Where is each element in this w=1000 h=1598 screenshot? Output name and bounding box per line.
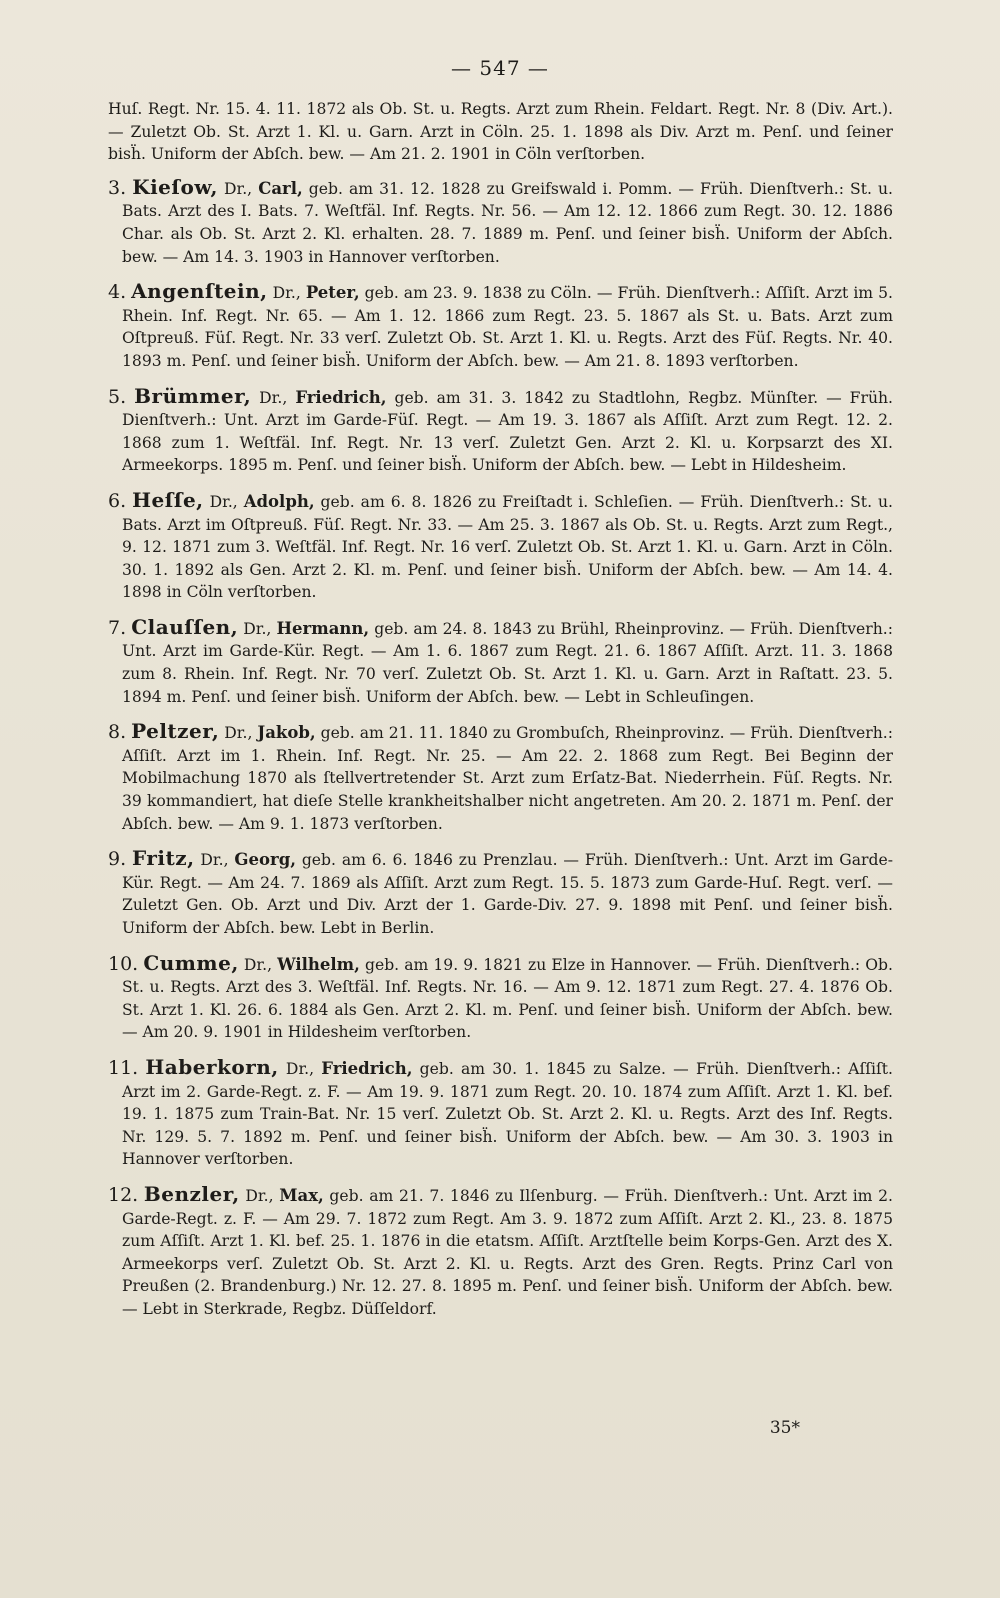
entry-paragraph bbox=[108, 176, 893, 268]
entry-surname: Heſſe, bbox=[132, 487, 204, 512]
entry-text: geb. am 31. 12. 1828 zu Greifswald i. Pomm. — Früh. Dienſtverh.: St. u. Bats. Arzt des I. Bats. 7. Weſtfäl. Inf. Regts. Nr. 56. — Am 12. 12. 1866 zum Regt. 30. 12. 1886 Char. als Ob. St. Arzt 2. Kl. erhalten. 28. 7. 1889 m. Penſ. und ſeiner bisḧ. Uniform der Abſch. bew. — Am 14. 3. 1903 in Hannover verſtorben. bbox=[122, 179, 893, 266]
entry-surname: Benzler, bbox=[143, 1181, 240, 1206]
entry-text: geb. am 30. 1. 1845 zu Salze. — Früh. Dienſtverh.: Aſſiſt. Arzt im 2. Garde-Regt. z. F. — Am 19. 9. 1871 zum Regt. 20. 10. 1874 zum Aſſiſt. Arzt 1. Kl. bef. 19. 1. 1875 zum Train-Bat. Nr. 15 verſ. Zuletzt Ob. St. Arzt 2. Kl. u. Regts. Arzt des Inf. Regts. Nr. 129. 5. 7. 1892 m. Penſ. und ſeiner bisḧ. Uniform der Abſch. bew. — Am 30. 3. 1903 in Hannover verſtorben. bbox=[122, 1059, 893, 1169]
entry-surname: Kieſow, bbox=[132, 174, 218, 199]
entry-text: geb. am 6. 6. 1846 zu Prenzlau. — Früh. Dienſtverh.: Unt. Arzt im Garde-Kür. Regt. — Am 24. 7. 1869 als Aſſiſt. Arzt zum Regt. 15. 5. 1873 zum Garde-Huſ. Regt. verſ. — Zuletzt Gen. Ob. Arzt und Div. Arzt der 1. Garde-Div. 27. 9. 1898 mit Penſ. und ſeiner bisḧ. Uniform der Abſch. bew. Lebt in Berlin. bbox=[122, 851, 893, 937]
page-number: — 547 — bbox=[451, 56, 549, 80]
entry-title: Dr., bbox=[203, 492, 244, 511]
entry-title: Dr., bbox=[238, 619, 277, 638]
entry-surname: Brümmer, bbox=[134, 383, 252, 408]
page-body bbox=[108, 98, 893, 1333]
entry-number: 9. bbox=[108, 848, 127, 871]
entry-number: 5. bbox=[108, 385, 127, 408]
entry-given-name: Hermann, bbox=[276, 618, 370, 638]
entry-given-name: Adolph, bbox=[243, 491, 315, 511]
entry-paragraph bbox=[108, 280, 893, 372]
entry-paragraph bbox=[108, 489, 893, 604]
entry-paragraph bbox=[108, 720, 893, 835]
entry-number: 10. bbox=[108, 952, 139, 975]
entry-surname: Fritz, bbox=[132, 846, 195, 871]
entry-title: Dr., bbox=[239, 1186, 280, 1205]
entry-surname: Clauſſen, bbox=[131, 614, 239, 639]
entry-paragraph bbox=[108, 1056, 893, 1171]
entry-text: geb. am 6. 8. 1826 zu Freiſtadt i. Schleſien. — Früh. Dienſtverh.: St. u. Bats. Arzt im Oſtpreuß. Füſ. Regt. Nr. 33. — Am 25. 3. 1867 als Ob. St. u. Regts. Arzt zum Regt., 9. 12. 1871 zum 3. Weſtfäl. Inf. Regt. Nr. 16 verſ. Zuletzt Ob. St. Arzt 1. Kl. u. Garn. Arzt in Cöln. 30. 1. 1892 als Gen. Arzt 2. Kl. m. Penſ. und ſeiner bisḧ. Uniform der Abſch. bew. — Am 14. 4. 1898 in Cöln verſtorben. bbox=[122, 492, 893, 602]
entry-number: 12. bbox=[108, 1183, 139, 1206]
entry-surname: Peltzer, bbox=[131, 719, 220, 744]
entry-title: Dr., bbox=[267, 284, 306, 303]
entry-paragraph bbox=[108, 1183, 893, 1321]
entry-title: Dr., bbox=[238, 955, 278, 974]
entry-text: geb. am 31. 3. 1842 zu Stadtlohn, Regbz. Münſter. — Früh. Dienſtverh.: Unt. Arzt im Garde-Füſ. Regt. — Am 19. 3. 1867 als Aſſiſt. Arzt zum Regt. 12. 2. 1868 zum 1. Weſtfäl. Inf. Regt. Nr. 13 verſ. Zuletzt Gen. Arzt 2. Kl. u. Korpsarzt des XI. Armeekorps. 1895 m. Penſ. und ſeiner bisḧ. Uniform der Abſch. bew. — Lebt in Hildesheim. bbox=[122, 388, 893, 475]
entry-title: Dr., bbox=[219, 724, 258, 743]
entry-given-name: Friedrich, bbox=[321, 1058, 413, 1078]
entry-given-name: Max, bbox=[279, 1185, 324, 1205]
entry-number: 4. bbox=[108, 281, 127, 304]
entry-number: 8. bbox=[108, 721, 127, 744]
entry-paragraph bbox=[108, 616, 893, 708]
entry-surname: Haberkorn, bbox=[145, 1054, 279, 1079]
entry-paragraph bbox=[108, 952, 893, 1044]
entry-number: 11. bbox=[108, 1056, 139, 1079]
entry-text: geb. am 21. 11. 1840 zu Grombuſch, Rheinprovinz. — Früh. Dienſtverh.: Aſſiſt. Arzt im 1. Rhein. Inf. Regt. Nr. 25. — Am 22. 2. 1868 zum Regt. Bei Beginn der Mobilmachung 1870 als ſtellvertretender St. Arzt zum Erſatz-Bat. Niederrhein. Füſ. Regts. Nr. 39 kommandiert, hat dieſe Stelle krankheitshalber nicht angetreten. Am 20. 2. 1871 m. Penſ. der Abſch. bew. — Am 9. 1. 1873 verſtorben. bbox=[122, 724, 893, 833]
entry-text: geb. am 24. 8. 1843 zu Brühl, Rheinprovinz. — Früh. Dienſtverh.: Unt. Arzt im Garde-Kür. Regt. — Am 1. 6. 1867 zum Regt. 21. 6. 1867 Aſſiſt. Arzt. 11. 3. 1868 zum 8. Rhein. Inf. Regt. Nr. 70 verſ. Zuletzt Ob. St. Arzt 1. Kl. u. Garn. Arzt in Raſtatt. 23. 5. 1894 m. Penſ. und ſeiner bisḧ. Uniform der Abſch. bew. — Lebt in Schleuſingen. bbox=[122, 619, 893, 706]
entry-paragraph bbox=[108, 847, 893, 939]
entry-surname: Cumme, bbox=[143, 950, 239, 975]
entry-title: Dr., bbox=[217, 179, 259, 198]
entry-number: 3. bbox=[108, 176, 127, 199]
continued-paragraph: Huſ. Regt. Nr. 15. 4. 11. 1872 als Ob. St. u. Regts. Arzt zum Rhein. Feldart. Regt. Nr. 8 (Div. Art.). — Zuletzt Ob. St. Arzt 1. Kl. u. Garn. Arzt in Cöln. 25. 1. 1898 als Div. Arzt m. Penſ. und ſeiner bisḧ. Uniform der Abſch. bew. — Am 21. 2. 1901 in Cöln verſtorben. bbox=[108, 100, 893, 164]
entry-text: geb. am 19. 9. 1821 zu Elze in Hannover. — Früh. Dienſtverh.: Ob. St. u. Regts. Arzt des 3. Weſtfäl. Inf. Regts. Nr. 16. — Am 9. 12. 1871 zum Regt. 27. 4. 1876 Ob. St. Arzt 1. Kl. 26. 6. 1884 als Gen. Arzt 2. Kl. m. Penſ. und ſeiner bisḧ. Uniform der Abſch. bew. — Am 20. 9. 1901 in Hildesheim verſtorben. bbox=[122, 955, 893, 1042]
entry-paragraph bbox=[108, 385, 893, 477]
entry-text: geb. am 21. 7. 1846 zu Ilſenburg. — Früh. Dienſtverh.: Unt. Arzt im 2. Garde-Regt. z. F. — Am 29. 7. 1872 zum Regt. Am 3. 9. 1872 zum Aſſiſt. Arzt 2. Kl., 23. 8. 1875 zum Aſſiſt. Arzt 1. Kl. bef. 25. 1. 1876 in die etatsm. Aſſiſt. Arztſtelle beim Korps-Gen. Arzt des X. Armeekorps verſ. Zuletzt Ob. St. Arzt 2. Kl. u. Regts. Arzt des Gren. Regts. Prinz Carl von Preußen (2. Brandenburg.) Nr. 12. 27. 8. 1895 m. Penſ. und ſeiner bisḧ. Uniform der Abſch. bew. — Lebt in Sterkrade, Regbz. Düſſeldorf. bbox=[122, 1186, 893, 1318]
entry-title: Dr., bbox=[251, 388, 296, 407]
entry-text: geb. am 23. 9. 1838 zu Cöln. — Früh. Dienſtverh.: Aſſiſt. Arzt im 5. Rhein. Inf. Regt. Nr. 65. — Am 1. 12. 1866 zum Regt. 23. 5. 1867 als St. u. Bats. Arzt zum Oſtpreuß. Füſ. Regt. Nr. 33 verſ. Zuletzt Ob. St. Arzt 1. Kl. u. Regts. Arzt des Füſ. Regts. Nr. 40. 1893 m. Penſ. und ſeiner bisḧ. Uniform der Abſch. bew. — Am 21. 8. 1893 verſtorben. bbox=[122, 284, 893, 370]
entry-given-name: Carl, bbox=[258, 178, 303, 198]
entry-given-name: Jakob, bbox=[257, 723, 316, 743]
entry-number: 6. bbox=[108, 489, 127, 512]
entry-given-name: Wilhelm, bbox=[277, 954, 360, 974]
entry-title: Dr., bbox=[194, 851, 235, 870]
entry-given-name: Friedrich, bbox=[295, 387, 387, 407]
entry-given-name: Peter, bbox=[305, 283, 360, 303]
entry-surname: Angenſtein, bbox=[131, 279, 268, 304]
signature-mark: 35* bbox=[769, 1418, 800, 1438]
entry-given-name: Georg, bbox=[234, 850, 296, 870]
entry-number: 7. bbox=[108, 616, 127, 639]
entry-title: Dr., bbox=[278, 1059, 322, 1078]
entry-list bbox=[108, 176, 893, 1321]
